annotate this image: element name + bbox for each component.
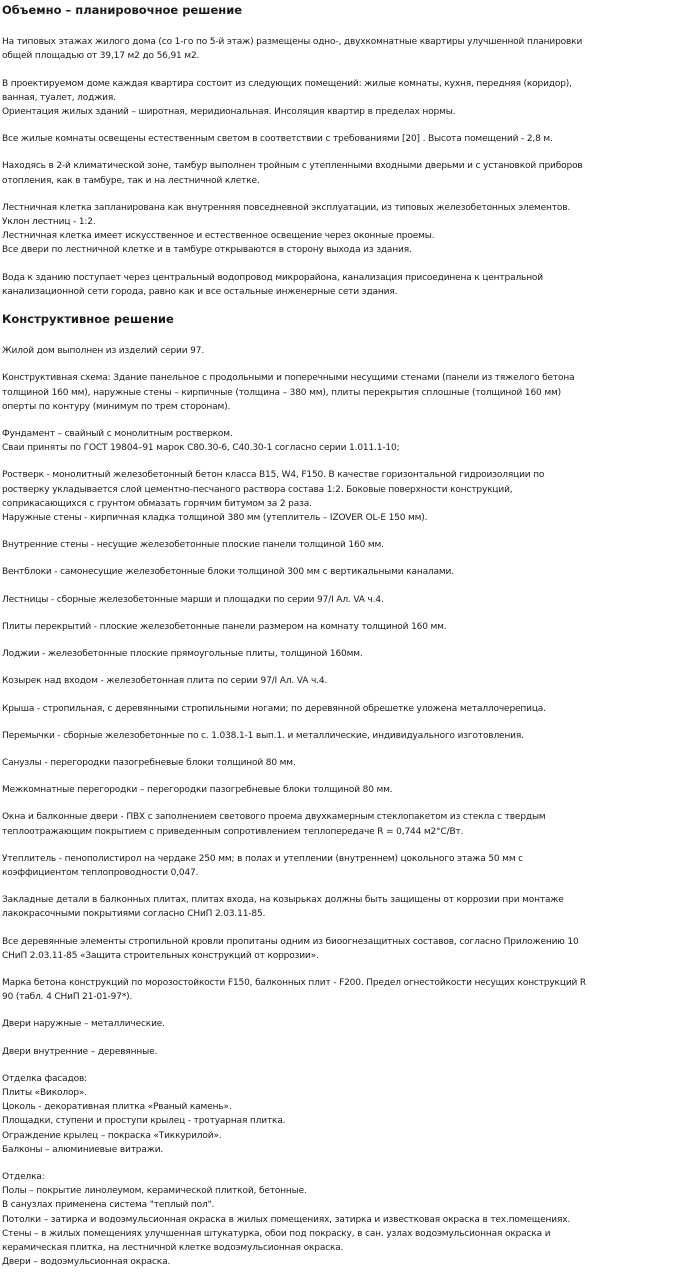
- paragraph: [2, 538, 698, 552]
- text-line: Двери – водоэмульсионная окраска.: [2, 1257, 171, 1268]
- text-line: толщиной 160 мм), наружные стены – кирпичные (толщина – 380 мм), плиты перекрытия сплошные (толщиной 160 мм): [2, 387, 561, 398]
- paragraph: [2, 1072, 698, 1157]
- section-heading: Объемно – планировочное решение: [2, 3, 243, 17]
- text-line: Конструктивная схема: Здание панельное с продольными и поперечными несущими стенами (панели из тяжелого бетона: [2, 373, 575, 384]
- text-line: Жилой дом выполнен из изделий серии 97.: [2, 346, 205, 357]
- text-line: Все двери по лестничной клетке и в тамбуре открываются в сторону выхода из здания.: [2, 245, 412, 256]
- paragraph: [2, 159, 698, 187]
- text-line: Внутренние стены - несущие железобетонные плоские панели толщиной 160 мм.: [2, 540, 384, 551]
- text-line: Площадки, ступени и проступи крылец - тротуарная плитка.: [2, 1116, 286, 1127]
- paragraph: [2, 852, 698, 880]
- text-line: Лоджии - железобетонные плоские прямоугольные плиты, толщиной 160мм.: [2, 649, 363, 660]
- paragraph: [2, 201, 698, 258]
- text-line: Все деревянные элементы стропильной кровли пропитаны одним из биоогнезащитных составов, согласно Приложению 10: [2, 936, 579, 947]
- text-line: Стены – в жилых помещениях улучшенная штукатурка, обои под покраску, в сан. узлах водоэмульсионная окраска и: [2, 1228, 551, 1239]
- text-line: общей площадью от 39,17 м2 до 56,91 м2.: [2, 51, 200, 62]
- text-line: Марка бетона конструкций по морозостойкости F150, балконных плит - F200. Предел огнестойкости несущих конструкций R: [2, 977, 587, 988]
- paragraph: [2, 702, 698, 716]
- text-line: лакокрасочными покрытиями согласно СНиП 2.03.11-85.: [2, 909, 266, 920]
- text-line: Наружные стены - кирпичная кладка толщиной 380 мм (утеплитель – IZOVER OL-E 150 мм).: [2, 513, 428, 524]
- text-line: Фундамент – свайный с монолитным ростверком.: [2, 429, 233, 440]
- text-line: канализационной сети города, равно как и все остальные инженерные сети здания.: [2, 286, 398, 297]
- text-line: соприкасающихся с грунтом обмазать горячим битумом за 2 раза.: [2, 498, 312, 509]
- text-line: Сваи приняты по ГОСТ 19804–91 марок С80.30-6, С40.30-1 согласно серии 1.011.1-10;: [2, 443, 400, 454]
- paragraph: [2, 77, 698, 120]
- paragraph: [2, 1045, 698, 1059]
- paragraph: [2, 565, 698, 579]
- text-line: Полы – покрытие линолеумом, керамической плиткой, бетонные.: [2, 1186, 307, 1197]
- text-line: Цоколь - декоративная плитка «Рваный камень».: [2, 1102, 232, 1113]
- text-line: Окна и балконные двери - ПВХ с заполнением светового проема двухкамерным стеклопакетом из стекла с твердым: [2, 812, 546, 823]
- text-line: Плиты перекрытий - плоские железобетонные панели размером на комнату толщиной 160 мм.: [2, 621, 447, 632]
- paragraph: [2, 427, 698, 455]
- text-line: Утеплитель - пенополистирол на чердаке 250 мм; в полах и утеплении (внутреннем) цокольного этажа 50 мм с: [2, 853, 523, 864]
- text-line: керамическая плитка, на лестничной клетке водоэмульсионная окраска.: [2, 1242, 344, 1253]
- paragraph: [2, 756, 698, 770]
- text-line: Все жилые комнаты освещены естественным светом в соответствии с требованиями [20] . Высота помещений - 2,8 м.: [2, 134, 553, 145]
- paragraph: [2, 593, 698, 607]
- paragraph: [2, 647, 698, 661]
- text-line: Перемычки - сборные железобетонные по с. 1.038.1-1 вып.1. и металлические, индивидуального изготовления.: [2, 730, 524, 741]
- text-line: Двери наружные – металлические.: [2, 1019, 165, 1030]
- text-line: 90 (табл. 4 СНиП 21-01-97*).: [2, 992, 133, 1003]
- text-line: На типовых этажах жилого дома (со 1-го по 5-й этаж) размещены одно-, двухкомнатные квартиры улучшенной планировки: [2, 37, 583, 48]
- text-line: Лестничная клетка запланирована как внутренняя повседневной эксплуатации, из типовых железобетонных элементов.: [2, 202, 571, 213]
- text-line: В проектируемом доме каждая квартира состоит из следующих помещений: жилые комнаты, кухня, передняя (коридор),: [2, 78, 572, 89]
- text-line: Ограждение крылец – покраска «Тиккурилой».: [2, 1130, 222, 1141]
- text-line: Вода к зданию поступает через центральный водопровод микрорайона, канализация присоединена к центральной: [2, 272, 543, 283]
- paragraph: [2, 371, 698, 414]
- paragraph: [2, 783, 698, 797]
- paragraph: [2, 1170, 698, 1269]
- text-line: коэффициентом теплопроводности 0,047.: [2, 867, 199, 878]
- text-line: Двери внутренние – деревянные.: [2, 1046, 158, 1057]
- text-line: В санузлах применена система "теплый пол".: [2, 1200, 215, 1211]
- text-line: Потолки – затирка и водоэмульсионная окраска в жилых помещениях, затирка и известковая окраска в тех.помещениях.: [2, 1214, 571, 1225]
- text-line: СНиП 2.03.11-85 «Защита строительных конструкций от коррозии».: [2, 950, 319, 961]
- section-heading: Конструктивное решение: [2, 312, 174, 327]
- text-line: Крыша - стропильная, с деревянными стропильными ногами; по деревянной обрешетке уложена металлочерепица.: [2, 703, 546, 714]
- text-line: Лестницы - сборные железобетонные марши и площадки по серии 97/I Ал. VA ч.4.: [2, 594, 384, 605]
- text-line: Межкомнатные перегородки – перегородки пазогребневые блоки толщиной 80 мм.: [2, 785, 393, 796]
- paragraph: [2, 976, 698, 1004]
- text-line: Находясь в 2-й климатической зоне, тамбур выполнен тройным с утепленными входными дверьми и с установкой приборов: [2, 161, 583, 172]
- paragraph: [2, 620, 698, 634]
- paragraph: [2, 132, 698, 146]
- text-line: Ростверк - монолитный железобетонный бетон класса B15, W4, F150. В качестве горизонтальной гидроизоляции по: [2, 470, 545, 481]
- text-line: Уклон лестниц - 1:2.: [2, 217, 96, 228]
- paragraph: [2, 893, 698, 921]
- text-line: Плиты «Виколор».: [2, 1087, 87, 1098]
- text-line: Отделка фасадов:: [2, 1073, 87, 1084]
- paragraph: [2, 810, 698, 838]
- paragraph: [2, 271, 698, 299]
- text-line: Санузлы - перегородки пазогребневые блоки толщиной 80 мм.: [2, 757, 296, 768]
- paragraph: [2, 674, 698, 688]
- paragraph: [2, 729, 698, 743]
- paragraph: [2, 344, 698, 358]
- text-line: Лестничная клетка имеет искусственное и естественное освещение через оконные проемы.: [2, 231, 435, 242]
- text-line: Козырек над входом - железобетонная плита по серии 97/I Ал. VA ч.4.: [2, 676, 328, 687]
- text-line: ростверку укладывается слой цементно-песчаного раствора состава 1:2. Боковые поверхности конструкций,: [2, 484, 513, 495]
- text-line: Балконы – алюминиевые витражи.: [2, 1144, 164, 1155]
- text-line: отопления, как в тамбуре, так и на лестничной клетке.: [2, 175, 260, 186]
- paragraph: [2, 468, 698, 525]
- text-line: ванная, туалет, лоджия.: [2, 92, 116, 103]
- text-line: оперты по контуру (минимум по трем сторонам).: [2, 401, 231, 412]
- text-line: Вентблоки - самонесущие железобетонные блоки толщиной 300 мм с вертикальными каналами.: [2, 567, 454, 578]
- paragraph: [2, 1017, 698, 1031]
- paragraph: [2, 35, 698, 63]
- text-line: Закладные детали в балконных плитах, плитах входа, на козырьках должны быть защищены от коррозии при монтаже: [2, 895, 564, 906]
- text-line: Ориентация жилых зданий – широтная, меридиональная. Инсоляция квартир в пределах нормы.: [2, 107, 456, 118]
- text-line: Отделка:: [2, 1171, 45, 1182]
- paragraph: [2, 935, 698, 963]
- text-line: теплоотражающим покрытием с приведенным сопротивлением теплопередаче R = 0,744 м2°С/Вт.: [2, 826, 464, 837]
